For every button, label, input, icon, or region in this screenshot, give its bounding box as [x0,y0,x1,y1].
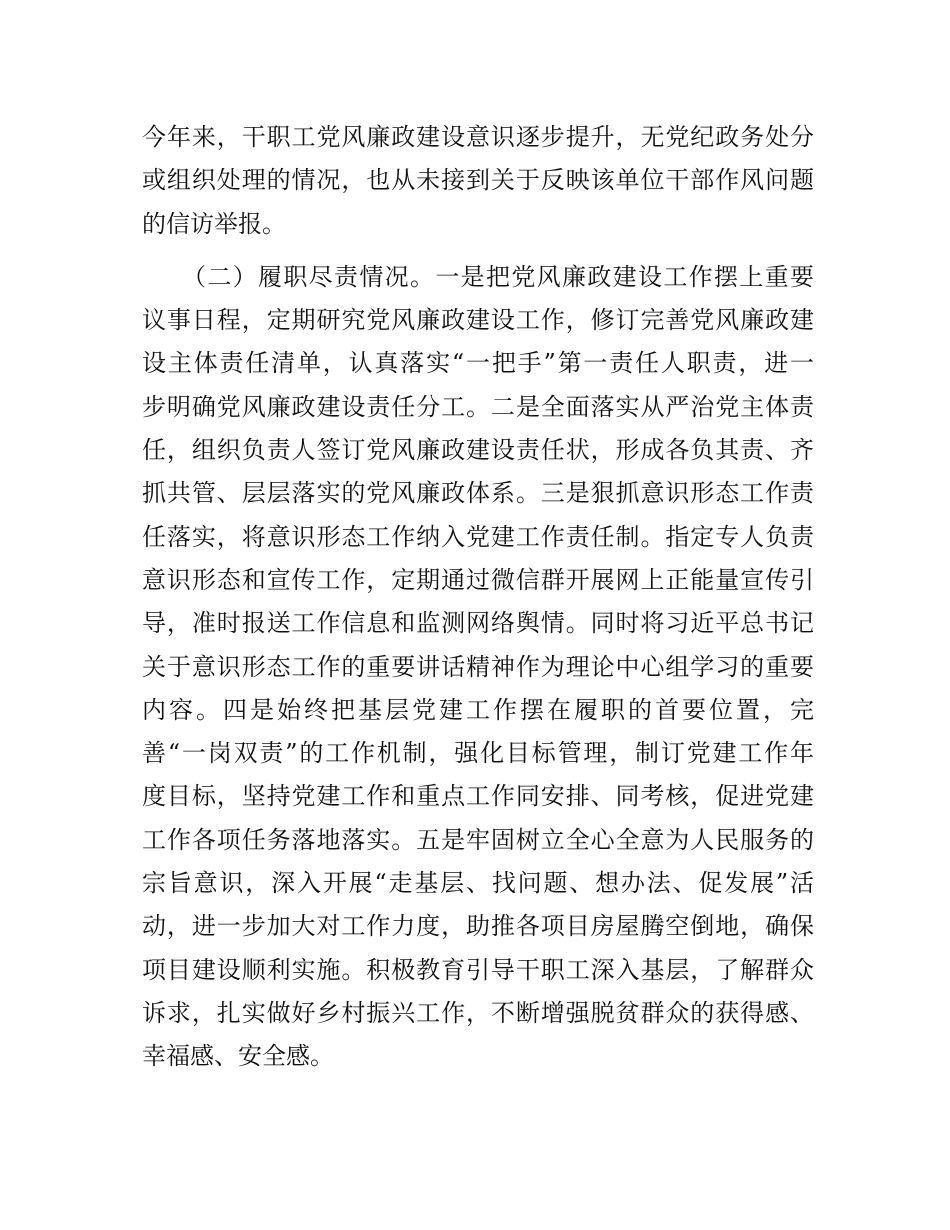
paragraph-line: 工作各项任务落地落实。五是牢固树立全心全意为人民服务的 [142,825,814,854]
paragraph-1 [142,116,814,246]
paragraph-line: 动，进一步加大对工作力度，助推各项目房屋腾空倒地，确保 [142,912,814,941]
paragraph-spacer [142,246,814,256]
paragraph-line: 宗旨意识，深入开展“走基层、找问题、想办法、促发展”活 [142,869,814,898]
paragraph-line: 抓共管、层层落实的党风廉政体系。三是狠抓意识形态工作责 [142,479,814,508]
paragraph-line: 步明确党风廉政建设责任分工。二是全面落实从严治党主体责 [142,392,814,421]
paragraph-line: 幸福感、安全感。 [142,1042,334,1071]
paragraph-line: 度目标，坚持党建工作和重点工作同安排、同考核，促进党建 [142,782,814,811]
paragraph-line: 意识形态和宣传工作，定期通过微信群开展网上正能量宣传引 [142,565,814,594]
paragraph-line: 设主体责任清单，认真落实“一把手”第一责任人职责，进一 [142,349,814,378]
paragraph-line: 导，准时报送工作信息和监测网络舆情。同时将习近平总书记 [142,609,814,638]
document-body [142,116,814,1079]
paragraph-line: 内容。四是始终把基层党建工作摆在履职的首要位置，完 [142,695,814,724]
paragraph-line: 任，组织负责人签订党风廉政建设责任状，形成各负其责、齐 [142,436,814,465]
paragraph-line: 项目建设顺利实施。积极教育引导干职工深入基层，了解群众 [142,955,814,984]
paragraph-line: 任落实，将意识形态工作纳入党建工作责任制。指定专人负责 [142,522,814,551]
paragraph-line: 今年来，干职工党风廉政建设意识逐步提升，无党纪政务处分 [142,123,814,151]
paragraph-line: 关于意识形态工作的重要讲话精神作为理论中心组学习的重要 [142,652,814,681]
paragraph-line: 或组织处理的情况，也从未接到关于反映该单位干部作风问题 [142,166,814,195]
paragraph-line: 诉求，扎实做好乡村振兴工作，不断增强脱贫群众的获得感、 [142,998,814,1027]
paragraph-line: （二）履职尽责情况。一是把党风廉政建设工作摆上重要 [182,262,814,291]
paragraph-2 [142,256,814,1079]
paragraph-line: 善“一岗双责”的工作机制，强化目标管理，制订党建工作年 [142,739,814,768]
paragraph-line: 议事日程，定期研究党风廉政建设工作，修订完善党风廉政建 [142,306,814,335]
paragraph-line: 的信访举报。 [142,209,286,238]
